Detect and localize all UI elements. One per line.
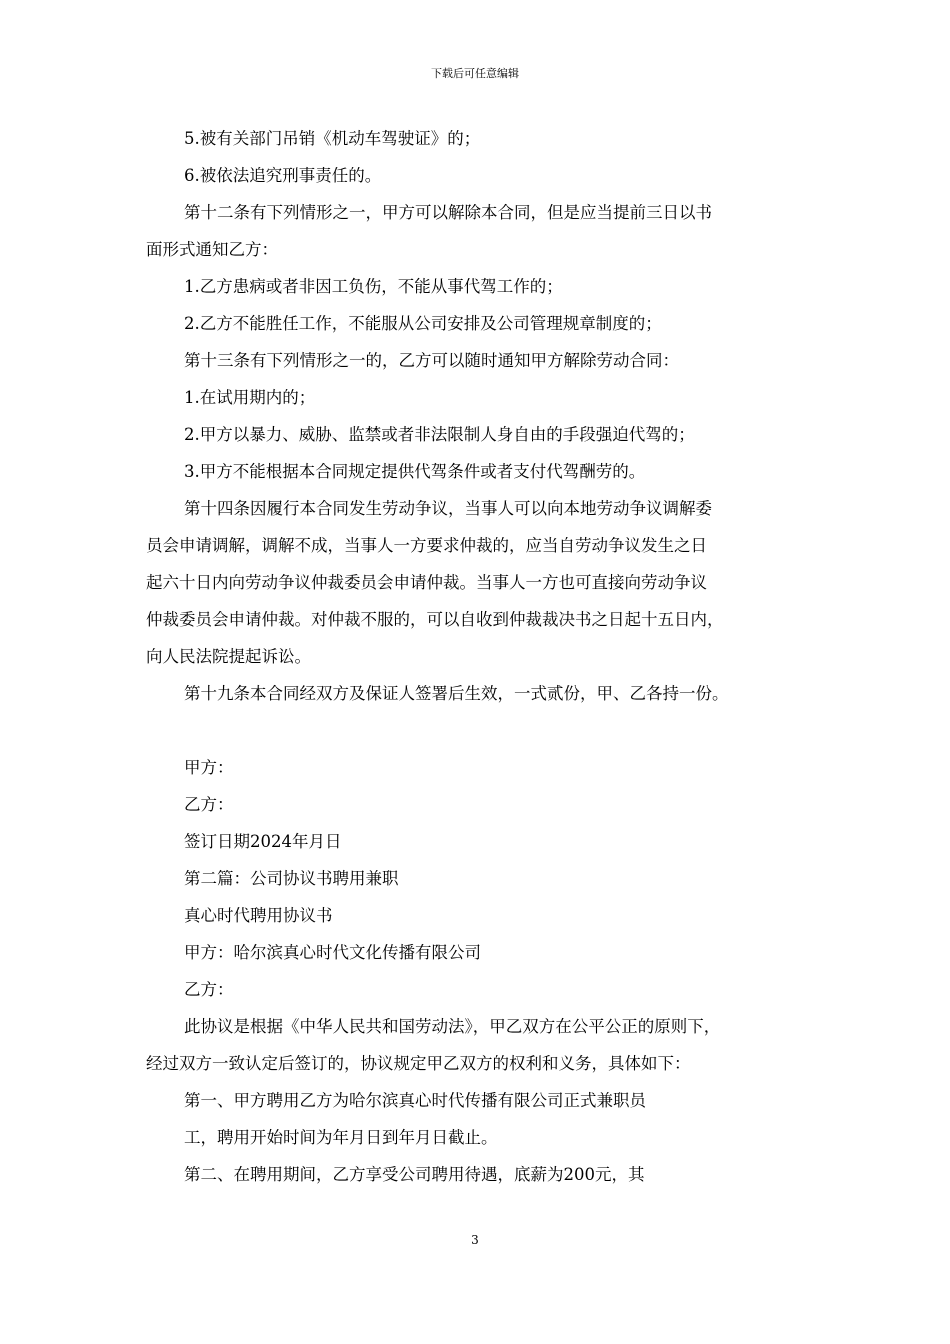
text-line: 1.在试用期内的；: [184, 388, 316, 407]
text-line: 工，聘用开始时间为年月日到年月日截止。: [184, 1128, 498, 1147]
blank-line: [146, 712, 826, 749]
text-line: 第一、甲方聘用乙方为哈尔滨真心时代传播有限公司正式兼职员: [184, 1091, 646, 1110]
text-line: 面形式通知乙方：: [146, 240, 278, 259]
section-title: 第二篇：公司协议书聘用兼职: [184, 869, 399, 888]
page-number: 3: [471, 1233, 479, 1247]
page-header: 下载后可任意编辑: [431, 67, 519, 80]
text-line: 2.乙方不能胜任工作，不能服从公司安排及公司管理规章制度的；: [184, 314, 662, 333]
signature-party-a: 甲方：: [184, 758, 234, 777]
text-line: 仲裁委员会申请仲裁。对仲裁不服的，可以自收到仲裁裁决书之日起十五日内，: [146, 610, 724, 629]
text-line: 起六十日内向劳动争议仲裁委员会申请仲裁。当事人一方也可直接向劳动争议: [146, 573, 707, 592]
text-line: 5.被有关部门吊销《机动车驾驶证》的；: [184, 129, 481, 148]
text-line: 第二、在聘用期间，乙方享受公司聘用待遇，底薪为200元，其: [184, 1165, 645, 1184]
text-line: 经过双方一致认定后签订的，协议规定甲乙双方的权利和义务，具体如下：: [146, 1054, 691, 1073]
signature-party-b: 乙方：: [184, 795, 234, 814]
text-line: 2.甲方以暴力、威胁、监禁或者非法限制人身自由的手段强迫代驾的；: [184, 425, 695, 444]
text-line: 6.被依法追究刑事责任的。: [184, 166, 382, 185]
party-a-line: 甲方：哈尔滨真心时代文化传播有限公司: [184, 943, 481, 962]
text-line: 第十二条有下列情形之一，甲方可以解除本合同，但是应当提前三日以书: [184, 203, 712, 222]
agreement-title: 真心时代聘用协议书: [184, 906, 333, 925]
text-line: 第十九条本合同经双方及保证人签署后生效，一式贰份，甲、乙各持一份。: [184, 684, 729, 703]
text-line: 1.乙方患病或者非因工负伤，不能从事代驾工作的；: [184, 277, 563, 296]
text-line: 此协议是根据《中华人民共和国劳动法》，甲乙双方在公平公正的原则下，: [184, 1017, 721, 1036]
text-line: 员会申请调解，调解不成，当事人一方要求仲裁的，应当自劳动争议发生之日: [146, 536, 707, 555]
text-line: 向人民法院提起诉讼。: [146, 647, 311, 666]
text-line: 第十四条因履行本合同发生劳动争议，当事人可以向本地劳动争议调解委: [184, 499, 712, 518]
document-body: [146, 120, 826, 1193]
text-line: 第十三条有下列情形之一的，乙方可以随时通知甲方解除劳动合同：: [184, 351, 679, 370]
signing-date: 签订日期2024年月日: [184, 832, 342, 851]
party-b-line: 乙方：: [184, 980, 234, 999]
text-line: 3.甲方不能根据本合同规定提供代驾条件或者支付代驾酬劳的。: [184, 462, 646, 481]
